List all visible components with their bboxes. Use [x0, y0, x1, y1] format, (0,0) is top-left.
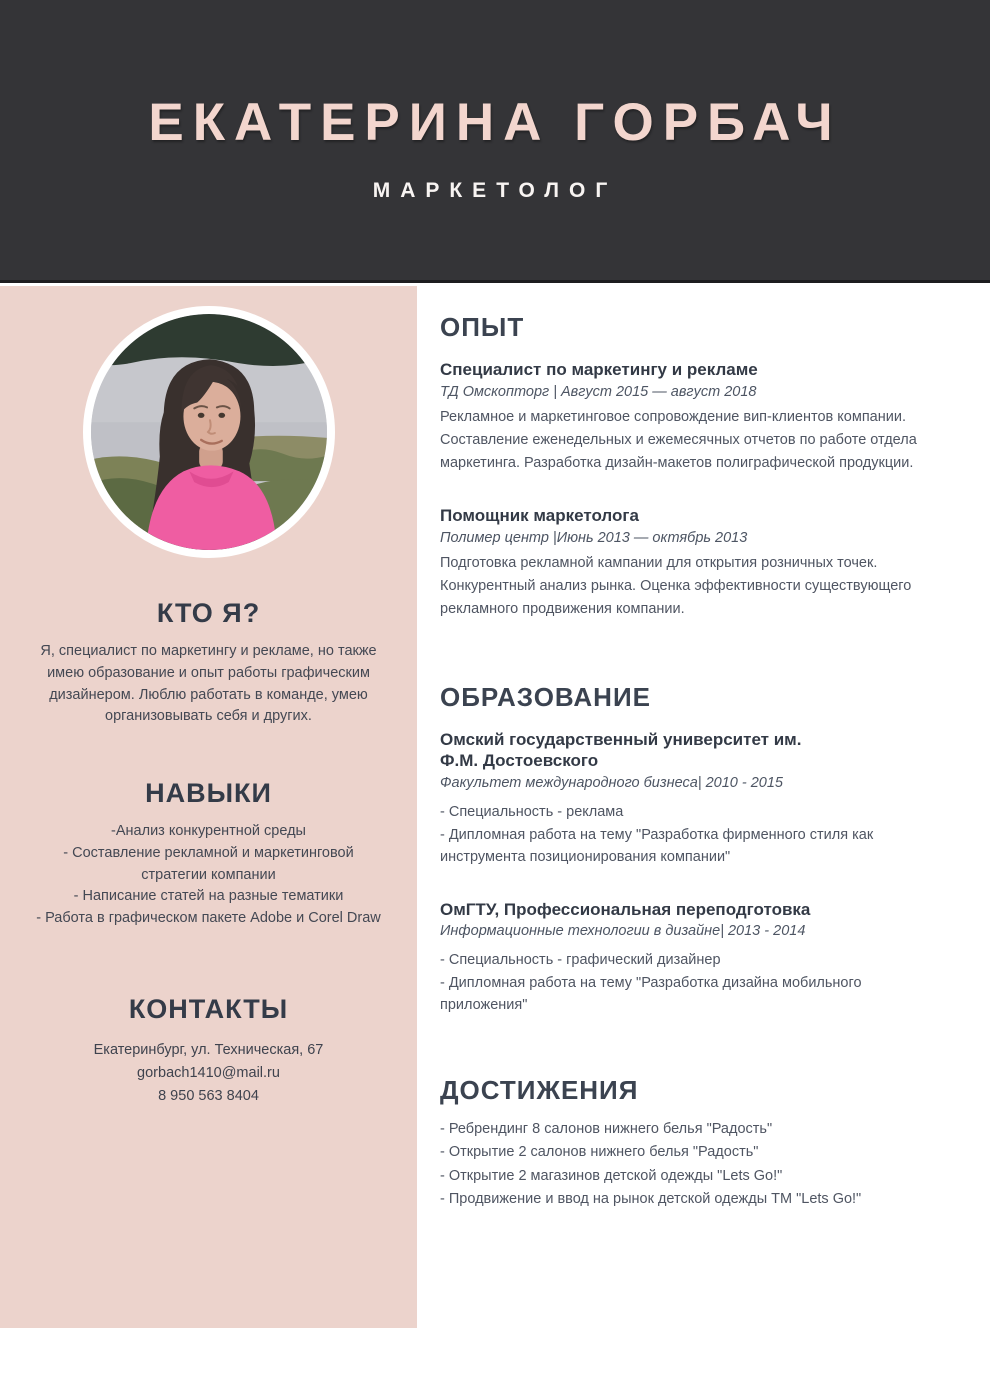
school-bullet: - Дипломная работа на тему "Разработка дизайна мобильного приложения" — [440, 974, 862, 1014]
skill-item: - Написание статей на разные тематики — [73, 888, 344, 905]
education-heading: ОБРАЗОВАНИЕ — [440, 681, 651, 712]
contacts-heading: КОНТАКТЫ — [128, 993, 289, 1024]
school-bullets — [440, 949, 935, 1016]
school-title: ОмГТУ, Профессиональная переподготовка — [440, 899, 811, 919]
person-role: МАРКЕТОЛОГ — [372, 178, 618, 202]
contact-phone: 8 950 563 8404 — [158, 1088, 259, 1105]
contact-address: Екатеринбург, ул. Техническая, 67 — [93, 1041, 324, 1058]
job-meta: Полимер центр |Июнь 2013 — октябрь 2013 — [440, 530, 748, 547]
experience-entry — [440, 359, 935, 475]
achievement-item: - Открытие 2 салонов нижнего белья "Радость" — [440, 1144, 759, 1161]
skills-heading: НАВЫКИ — [145, 778, 272, 808]
person-name: ЕКАТЕРИНА ГОРБАЧ — [148, 92, 842, 152]
achievements-heading: ДОСТИЖЕНИЯ — [440, 1074, 639, 1105]
school-title: Омский государственный университет им. Ф.М. Достоевского — [440, 729, 802, 771]
education-entry — [440, 899, 935, 1017]
school-meta: Факультет международного бизнеса| 2010 - 2015 — [440, 775, 783, 792]
job-description: Рекламное и маркетинговое сопровождение вип-клиентов компании. Составление еженедельных и ежемесячных отчетов по работе отдела маркетинга. Разработка дизайн-макетов полиграфической продукции. — [440, 408, 917, 472]
profile-photo-illustration — [91, 314, 327, 550]
who-text: Я, специалист по маркетингу и рекламе, но также имею образование и опыт работы графическим дизайнером. Люблю работать в команде, умею организовывать себя и других. — [40, 643, 377, 725]
school-bullet: - Дипломная работа на тему "Разработка фирменного стиля как инструмента позиционирования компании" — [440, 826, 874, 866]
experience-entry — [440, 505, 935, 621]
who-heading: КТО Я? — [156, 598, 261, 628]
school-bullet: - Специальность - реклама — [440, 804, 624, 821]
achievement-item: - Продвижение и ввод на рынок детской одежды ТМ "Lets Go!" — [440, 1191, 862, 1208]
job-meta: ТД Омскопторг | Август 2015 — август 2018 — [440, 383, 757, 400]
skill-item: -Анализ конкурентной среды — [111, 823, 306, 839]
achievement-item: - Открытие 2 магазинов детской одежды "Lets Go!" — [440, 1167, 783, 1184]
job-title: Специалист по маркетингу и рекламе — [440, 360, 758, 379]
contact-email: gorbach1410@mail.ru — [137, 1064, 280, 1081]
profile-photo — [83, 306, 335, 558]
job-description: Подготовка рекламной кампании для открытия розничных точек. Конкурентный анализ рынка. Оценка эффективности существующего рекламного продвижения компании. — [440, 555, 912, 618]
school-bullets — [440, 801, 935, 868]
contacts-block — [0, 1039, 417, 1109]
job-title: Помощник маркетолога — [440, 506, 639, 526]
main-column — [417, 286, 990, 1212]
skills-list — [0, 821, 417, 930]
header-banner — [0, 0, 990, 283]
education-entry — [440, 729, 935, 869]
skill-item: - Составление рекламной и маркетинговой стратегии компании — [63, 844, 354, 883]
skill-item: - Работа в графическом пакете Adobe и Corel Draw — [36, 910, 381, 926]
school-meta: Информационные технологии в дизайне| 2013 - 2014 — [440, 923, 806, 940]
achievement-item: - Ребрендинг 8 салонов нижнего белья "Радость" — [440, 1120, 773, 1137]
sidebar — [0, 286, 417, 1328]
achievements-list — [440, 1118, 935, 1212]
school-bullet: - Специальность - графический дизайнер — [440, 952, 721, 969]
experience-heading: ОПЫТ — [440, 312, 525, 342]
